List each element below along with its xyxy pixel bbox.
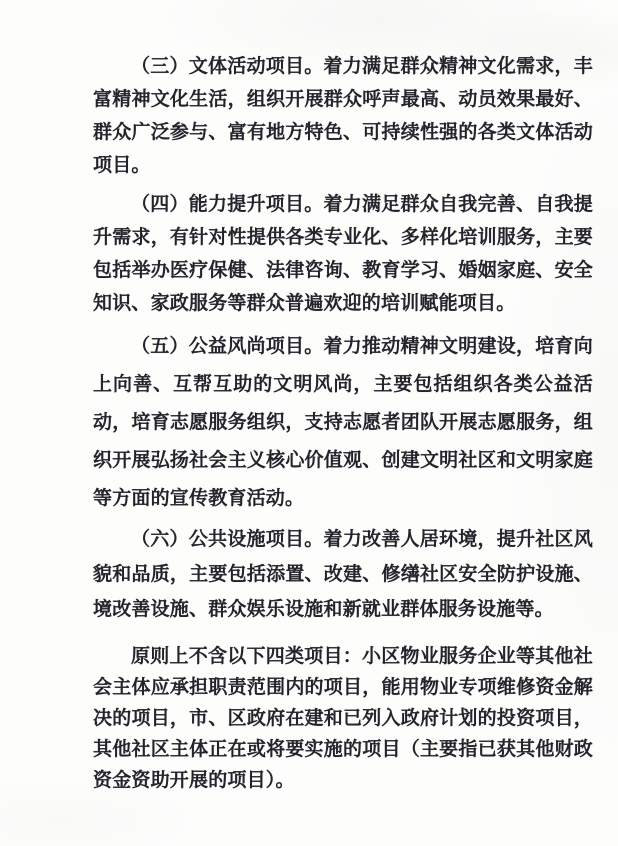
document-body bbox=[93, 50, 593, 796]
paragraph-item-5-public-welfare-projects: （五）公益风尚项目。着力推动精神文明建设，培育向上向善、互帮互助的文明风尚，主要包括组织各类公益活动，培育志愿服务组织，支持志愿者团队开展志愿服务，组织开展弘扬社会主义核心价值观、创建文明社区和文明家庭等方面的宣传教育活动。 bbox=[93, 336, 593, 509]
paragraph-item-3-culture-sports-projects: （三）文体活动项目。着力满足群众精神文化需求，丰富精神文化生活，组织开展群众呼声最高、动员效果最好、群众广泛参与、富有地方特色、可持续性强的各类文体活动项目。 bbox=[93, 56, 593, 176]
paragraph-excluded-project-types: 原则上不含以下四类项目：小区物业服务企业等其他社会主体应承担职责范围内的项目，能用物业专项维修资金解决的项目，市、区政府在建和已列入政府计划的投资项目，其他社区主体正在或将要实施的项目（主要指已获其他财政资金资助开展的项目）。 bbox=[93, 646, 593, 791]
paragraph-item-4-capacity-building-projects: （四）能力提升项目。着力满足群众自我完善、自我提升需求，有针对性提供各类专业化、多样化培训服务，主要包括举办医疗保健、法律咨询、教育学习、婚姻家庭、安全知识、家政服务等群众普遍欢迎的培训赋能项目。 bbox=[93, 194, 593, 314]
paragraph-item-6-public-facilities-projects: （六）公共设施项目。着力改善人居环境，提升社区风貌和品质，主要包括添置、改建、修缮社区安全防护设施、境改善设施、群众娱乐设施和新就业群体服务设施等。 bbox=[93, 529, 593, 620]
